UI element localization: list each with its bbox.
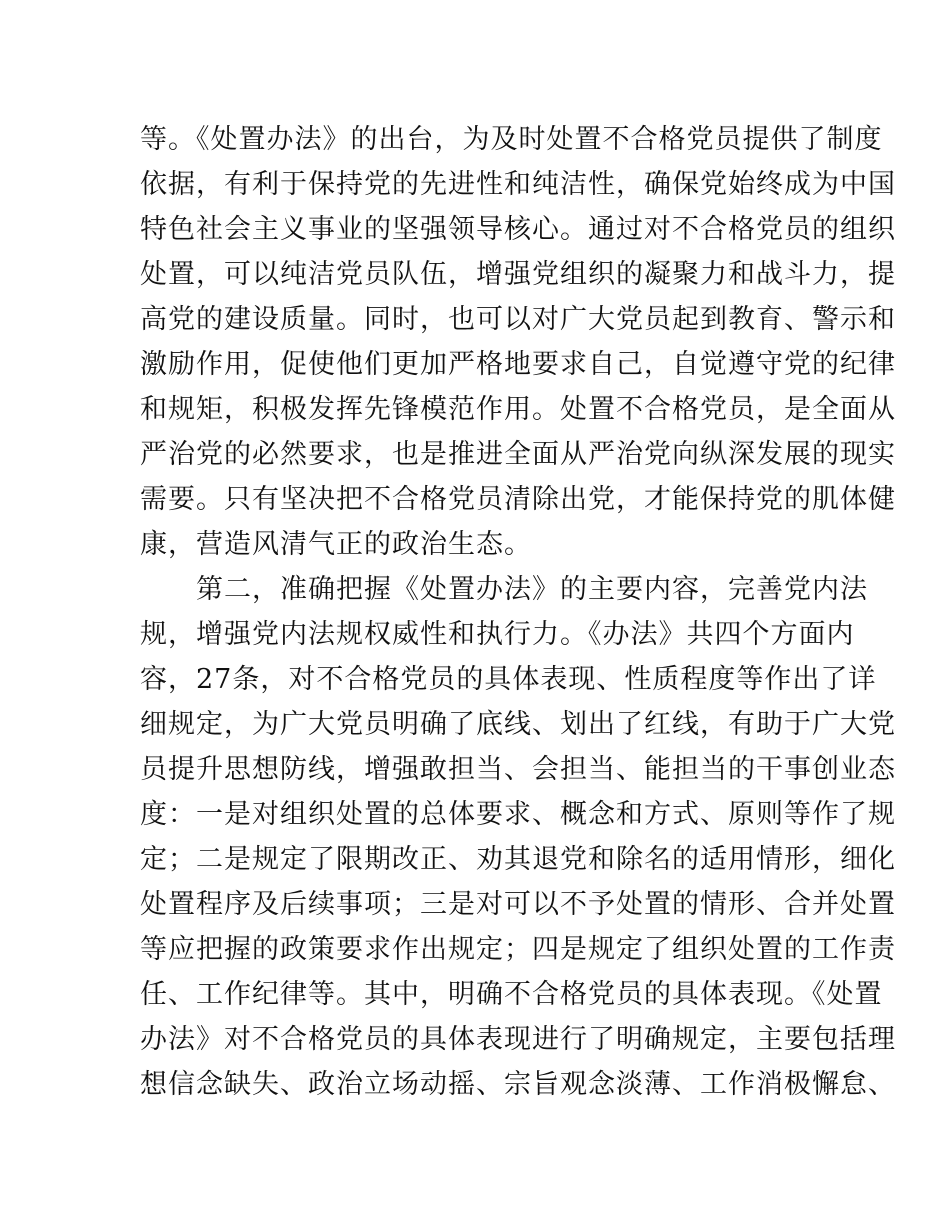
paragraph-1-line: 严治党的必然要求，也是推进全面从严治党向纵深发展的现实 — [140, 439, 896, 470]
paragraph-2-line: 办法》对不合格党员的具体表现进行了明确规定，主要包括理 — [140, 1024, 896, 1055]
paragraph-2-line: 处置程序及后续事项；三是对可以不予处置的情形、合并处置 — [140, 889, 896, 920]
paragraph-2-line: 等应把握的政策要求作出规定；四是规定了组织处置的工作责 — [140, 934, 896, 965]
paragraph-2-line: 细规定，为广大党员明确了底线、划出了红线，有助于广大党 — [140, 709, 896, 740]
paragraph-1-line: 处置，可以纯洁党员队伍，增强党组织的凝聚力和战斗力，提 — [140, 259, 896, 290]
paragraph-1-line: 依据，有利于保持党的先进性和纯洁性，确保党始终成为中国 — [140, 169, 896, 200]
paragraph-2-line: 规，增强党内法规权威性和执行力。《办法》共四个方面内 — [140, 619, 855, 650]
paragraph-2 — [140, 567, 896, 1107]
paragraph-1-line: 和规矩，积极发挥先锋模范作用。处置不合格党员，是全面从 — [140, 394, 896, 425]
paragraph-1 — [140, 117, 896, 567]
paragraph-1-line: 特色社会主义事业的坚强领导核心。通过对不合格党员的组织 — [140, 214, 896, 245]
paragraph-1-line: 康，营造风清气正的政治生态。 — [140, 529, 532, 560]
paragraph-2-line: 想信念缺失、政治立场动摇、宗旨观念淡薄、工作消极懈怠、 — [140, 1069, 896, 1100]
paragraph-2-line: 容，27条，对不合格党员的具体表现、性质程度等作出了详 — [140, 664, 877, 695]
paragraph-2-line: 第二，准确把握《处置办法》的主要内容，完善党内法 — [140, 574, 868, 605]
paragraph-2-line: 度：一是对组织处置的总体要求、概念和方式、原则等作了规 — [140, 799, 896, 830]
paragraph-1-line: 等。《处置办法》的出台，为及时处置不合格党员提供了制度 — [140, 124, 883, 155]
paragraph-1-line: 需要。只有坚决把不合格党员清除出党，才能保持党的肌体健 — [140, 484, 896, 515]
paragraph-2-line: 任、工作纪律等。其中，明确不合格党员的具体表现。《处置 — [140, 979, 883, 1010]
paragraph-1-line: 高党的建设质量。同时，也可以对广大党员起到教育、警示和 — [140, 304, 896, 335]
paragraph-1-line: 激励作用，促使他们更加严格地要求自己，自觉遵守党的纪律 — [140, 349, 896, 380]
paragraph-2-line: 定；二是规定了限期改正、劝其退党和除名的适用情形，细化 — [140, 844, 896, 875]
paragraph-2-line: 员提升思想防线，增强敢担当、会担当、能担当的干事创业态 — [140, 754, 896, 785]
